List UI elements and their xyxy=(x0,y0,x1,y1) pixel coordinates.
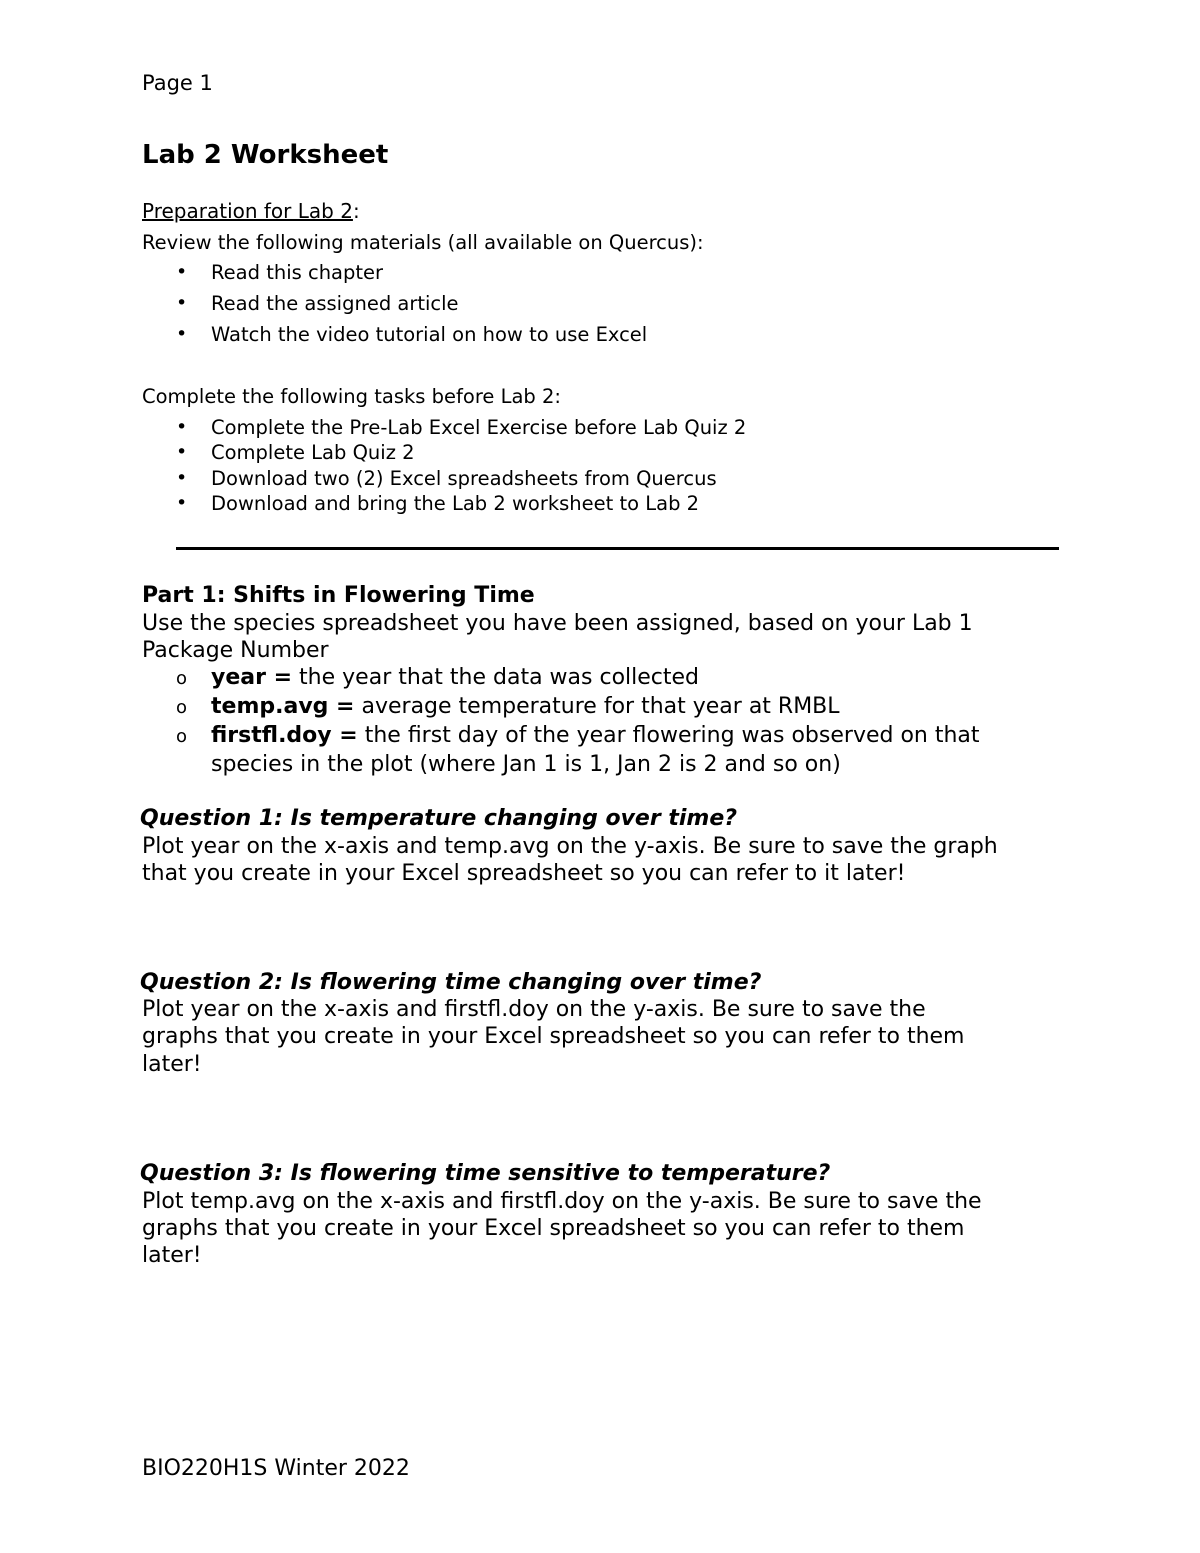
hollow-bullet-icon: o xyxy=(176,668,188,689)
question-2-line: later! xyxy=(142,1052,202,1077)
part1-intro-line: Package Number xyxy=(142,638,329,663)
hollow-bullet-icon: o xyxy=(176,726,188,747)
variable-definition: the year that the data was collected xyxy=(292,665,700,690)
variable-term: firstfl.doy = xyxy=(211,723,358,748)
part1-intro-line: Use the species spreadsheet you have been assigned, based on your Lab 1 xyxy=(142,611,973,636)
variable-item xyxy=(211,665,699,690)
review-item-text: Read this chapter xyxy=(211,261,384,284)
task-item-text: Complete the Pre-Lab Excel Exercise before Lab Quiz 2 xyxy=(211,416,747,439)
review-item-text: Watch the video tutorial on how to use Excel xyxy=(211,323,648,346)
question-2-heading: Question 2: Is flowering time changing over time? xyxy=(140,970,762,995)
bullet-icon: • xyxy=(176,261,188,283)
task-item-text: Complete Lab Quiz 2 xyxy=(211,441,415,464)
question-2-line: graphs that you create in your Excel spreadsheet so you can refer to them xyxy=(142,1024,965,1049)
variable-item xyxy=(211,723,980,748)
hollow-bullet-icon: o xyxy=(176,697,188,718)
bullet-icon: • xyxy=(176,416,188,438)
variable-definition: average temperature for that year at RMBL xyxy=(354,694,840,719)
question-1-line: Plot year on the x-axis and temp.avg on the y-axis. Be sure to save the graph xyxy=(142,834,998,859)
course-footer: BIO220H1S Winter 2022 xyxy=(142,1456,410,1481)
review-item-text: Read the assigned article xyxy=(211,292,459,315)
bullet-icon: • xyxy=(176,492,188,514)
review-intro: Review the following materials (all available on Quercus): xyxy=(142,231,704,254)
worksheet-title: Lab 2 Worksheet xyxy=(142,140,389,170)
task-item-text: Download two (2) Excel spreadsheets from Quercus xyxy=(211,467,717,490)
bullet-icon: • xyxy=(176,292,188,314)
variable-term: temp.avg = xyxy=(211,694,355,719)
bullet-icon: • xyxy=(176,323,188,345)
variable-item xyxy=(211,694,840,719)
bullet-icon: • xyxy=(176,441,188,463)
variable-continuation: species in the plot (where Jan 1 is 1, Jan 2 is 2 and so on) xyxy=(211,752,841,777)
question-3-line: later! xyxy=(142,1243,202,1268)
page-number-label: Page 1 xyxy=(142,71,213,95)
task-item-text: Download and bring the Lab 2 worksheet to Lab 2 xyxy=(211,492,700,515)
question-3-line: Plot temp.avg on the x-axis and firstfl.doy on the y-axis. Be sure to save the xyxy=(142,1189,982,1214)
variable-term: year = xyxy=(211,665,293,690)
question-1-heading: Question 1: Is temperature changing over time? xyxy=(140,806,738,831)
question-3-heading: Question 3: Is flowering time sensitive to temperature? xyxy=(140,1161,831,1186)
preparation-heading-colon: : xyxy=(352,199,360,223)
section-divider xyxy=(176,547,1059,550)
bullet-icon: • xyxy=(176,467,188,489)
variable-definition: the first day of the year flowering was observed on that xyxy=(357,723,980,748)
question-3-line: graphs that you create in your Excel spreadsheet so you can refer to them xyxy=(142,1216,965,1241)
preparation-heading-text: Preparation for Lab 2 xyxy=(142,199,353,223)
part1-heading: Part 1: Shifts in Flowering Time xyxy=(142,583,535,608)
question-1-line: that you create in your Excel spreadsheet so you can refer to it later! xyxy=(142,861,906,886)
tasks-intro: Complete the following tasks before Lab 2: xyxy=(142,385,561,408)
preparation-heading xyxy=(142,199,360,223)
question-2-line: Plot year on the x-axis and firstfl.doy on the y-axis. Be sure to save the xyxy=(142,997,926,1022)
